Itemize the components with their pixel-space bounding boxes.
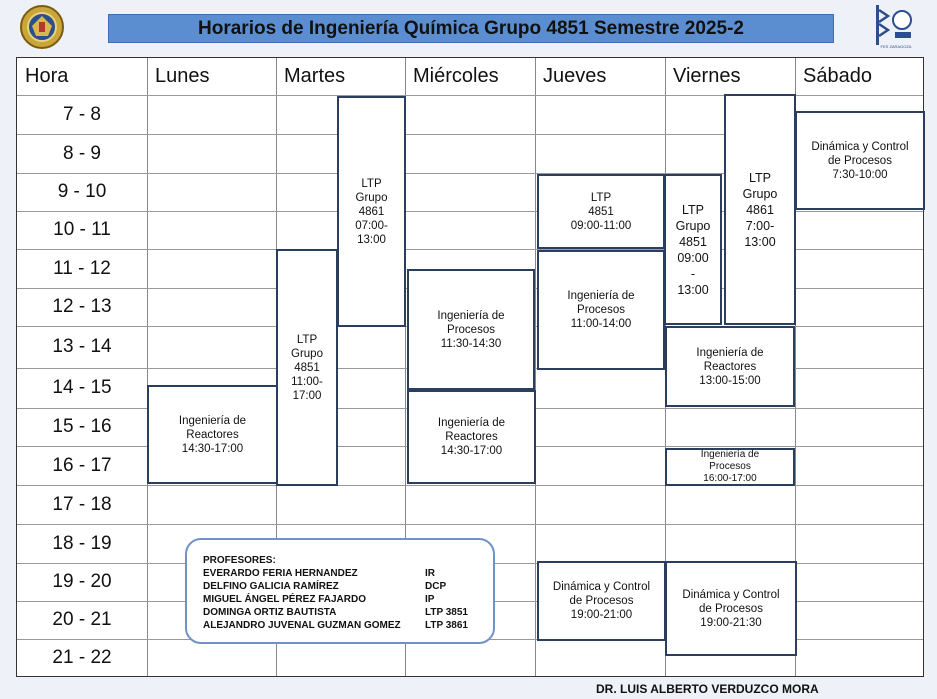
professors-box	[185, 538, 495, 644]
class-block-line: 4851	[588, 205, 614, 218]
class-block-line: Reactores	[445, 431, 498, 443]
hour-label: 15 - 16	[52, 416, 112, 437]
professor-code: IP	[425, 594, 435, 605]
class-block-line: 16:00-17:00	[703, 473, 757, 484]
class-block-line: Dinámica y Control	[552, 581, 651, 593]
unam-seal-icon	[18, 4, 66, 50]
class-block-line: 09:00	[677, 250, 709, 265]
class-block[interactable]	[537, 174, 665, 249]
class-block-line: Procesos	[447, 323, 495, 336]
class-block-line: Ingeniería de	[437, 309, 505, 322]
column-header: Lunes	[155, 65, 210, 87]
class-block-line: Grupo	[675, 218, 711, 233]
column-header: Martes	[284, 65, 346, 87]
class-block[interactable]	[665, 561, 797, 656]
hour-label: 11 - 12	[53, 257, 111, 279]
class-block-line: Reactores	[703, 360, 757, 373]
fes-logo-text: FES ZARAGOZA	[880, 44, 912, 49]
hour-label: 14 - 15	[52, 377, 112, 398]
hour-label: 13 - 14	[52, 336, 112, 357]
class-block[interactable]	[407, 269, 535, 390]
class-block-line: 19:00-21:00	[570, 609, 633, 621]
class-block-line: LTP	[749, 170, 771, 185]
class-block-line: Procesos	[709, 461, 751, 472]
column-header: Viernes	[673, 65, 741, 87]
professor-row	[203, 619, 479, 632]
professor-row	[203, 580, 479, 593]
professor-row	[203, 567, 479, 580]
class-block-line: Dinámica y Control	[811, 140, 909, 153]
class-block[interactable]	[276, 249, 338, 486]
hour-label: 16 - 17	[52, 454, 112, 476]
professor-name: MIGUEL ÁNGEL PÉREZ FAJARDO	[203, 594, 366, 605]
class-block-line: Grupo	[291, 347, 323, 360]
class-block[interactable]	[537, 561, 666, 641]
class-block[interactable]	[147, 385, 278, 484]
class-block-line: 4861	[358, 205, 385, 218]
class-block-line: 14:30-17:00	[181, 442, 244, 455]
class-block-line: 19:00-21:30	[700, 616, 762, 629]
professor-code: LTP 3861	[425, 620, 468, 631]
class-block[interactable]	[664, 174, 722, 325]
hour-label: 18 - 19	[52, 532, 112, 554]
class-block-line: Grupo	[742, 186, 778, 201]
class-block-line: Procesos	[577, 304, 625, 316]
class-block-line: LTP	[590, 191, 612, 204]
class-block[interactable]	[665, 448, 795, 486]
class-block[interactable]	[665, 326, 795, 407]
hour-label: 12 - 13	[52, 296, 112, 317]
grid-vline	[147, 58, 148, 676]
class-block[interactable]	[724, 94, 796, 325]
professor-name: EVERARDO FERIA HERNANDEZ	[203, 568, 358, 579]
class-block-line: 17:00	[292, 389, 322, 402]
class-block-line: Reactores	[186, 428, 239, 441]
class-block-line: Ingeniería de	[437, 417, 506, 429]
class-block-line: 13:00-15:00	[699, 374, 761, 387]
class-block-line: LTP	[682, 202, 704, 217]
class-block-line: Dinámica y Control	[682, 588, 780, 601]
class-block-line: 13:00	[677, 282, 709, 297]
class-block-line: 7:00-	[745, 218, 775, 233]
class-block-line: 7:30-10:00	[832, 168, 888, 181]
class-block[interactable]	[407, 390, 536, 484]
class-block-line: 11:00-	[291, 375, 323, 388]
class-block-line: LTP	[296, 333, 318, 346]
class-block-line: 11:00-14:00	[570, 318, 632, 330]
signature: DR. LUIS ALBERTO VERDUZCO MORA	[596, 682, 819, 696]
class-block[interactable]	[337, 96, 406, 327]
class-block-line: Ingeniería de	[178, 414, 247, 427]
class-block-line: Ingeniería de	[700, 449, 760, 460]
grid-vline	[535, 58, 536, 676]
class-block-line: 4851	[294, 361, 320, 374]
professor-name: DOMINGA ORTIZ BAUTISTA	[203, 607, 337, 618]
fes-zaragoza-logo-icon	[872, 2, 920, 52]
class-block-line: 07:00-	[355, 219, 388, 232]
professor-name: ALEJANDRO JUVENAL GUZMAN GOMEZ	[203, 620, 401, 631]
hour-label: 17 - 18	[52, 493, 112, 515]
professor-name: DELFINO GALICIA RAMÍREZ	[203, 581, 339, 592]
class-block-line: -	[690, 266, 696, 281]
professor-code: DCP	[425, 581, 447, 592]
class-block-line: 13:00	[744, 234, 776, 249]
professor-row	[203, 606, 479, 619]
class-block-line: 14:30-17:00	[440, 445, 503, 457]
class-block-line: 09:00-11:00	[570, 219, 632, 232]
class-block-line: 4851	[679, 234, 707, 249]
class-block-line: 4861	[746, 202, 774, 217]
column-header: Miércoles	[413, 65, 499, 87]
professors-heading: PROFESORES:	[203, 555, 276, 566]
hour-label: 8 - 9	[62, 142, 102, 164]
class-block-line: de Procesos	[699, 602, 763, 615]
hour-label: 10 - 11	[53, 219, 111, 240]
class-block-line: de Procesos	[828, 154, 892, 167]
class-block-line: Ingeniería de	[696, 346, 764, 359]
class-block-line: de Procesos	[569, 595, 634, 607]
class-block-line: 13:00	[357, 233, 386, 246]
grid-hline	[17, 524, 923, 525]
column-header: Sábado	[803, 65, 872, 87]
class-block[interactable]	[537, 250, 665, 370]
hour-label: 19 - 20	[52, 571, 112, 592]
hour-label: 7 - 8	[62, 103, 102, 125]
class-block-line: Ingeniería de	[567, 290, 635, 302]
class-block[interactable]	[795, 111, 925, 210]
class-block-line: 11:30-14:30	[440, 337, 502, 350]
column-header: Jueves	[543, 65, 607, 87]
hour-label: 21 - 22	[52, 646, 112, 668]
hour-label: 9 - 10	[57, 181, 107, 202]
class-block-line: Grupo	[355, 191, 388, 204]
page-title: Horarios de Ingeniería Química Grupo 4851 Semestre 2025-2	[108, 14, 834, 43]
column-header: Hora	[25, 65, 69, 87]
class-block-line: LTP	[361, 177, 382, 190]
hour-label: 20 - 21	[52, 609, 112, 630]
professor-code: LTP 3851	[425, 607, 468, 618]
professor-row	[203, 593, 479, 606]
professor-code: IR	[425, 568, 435, 579]
